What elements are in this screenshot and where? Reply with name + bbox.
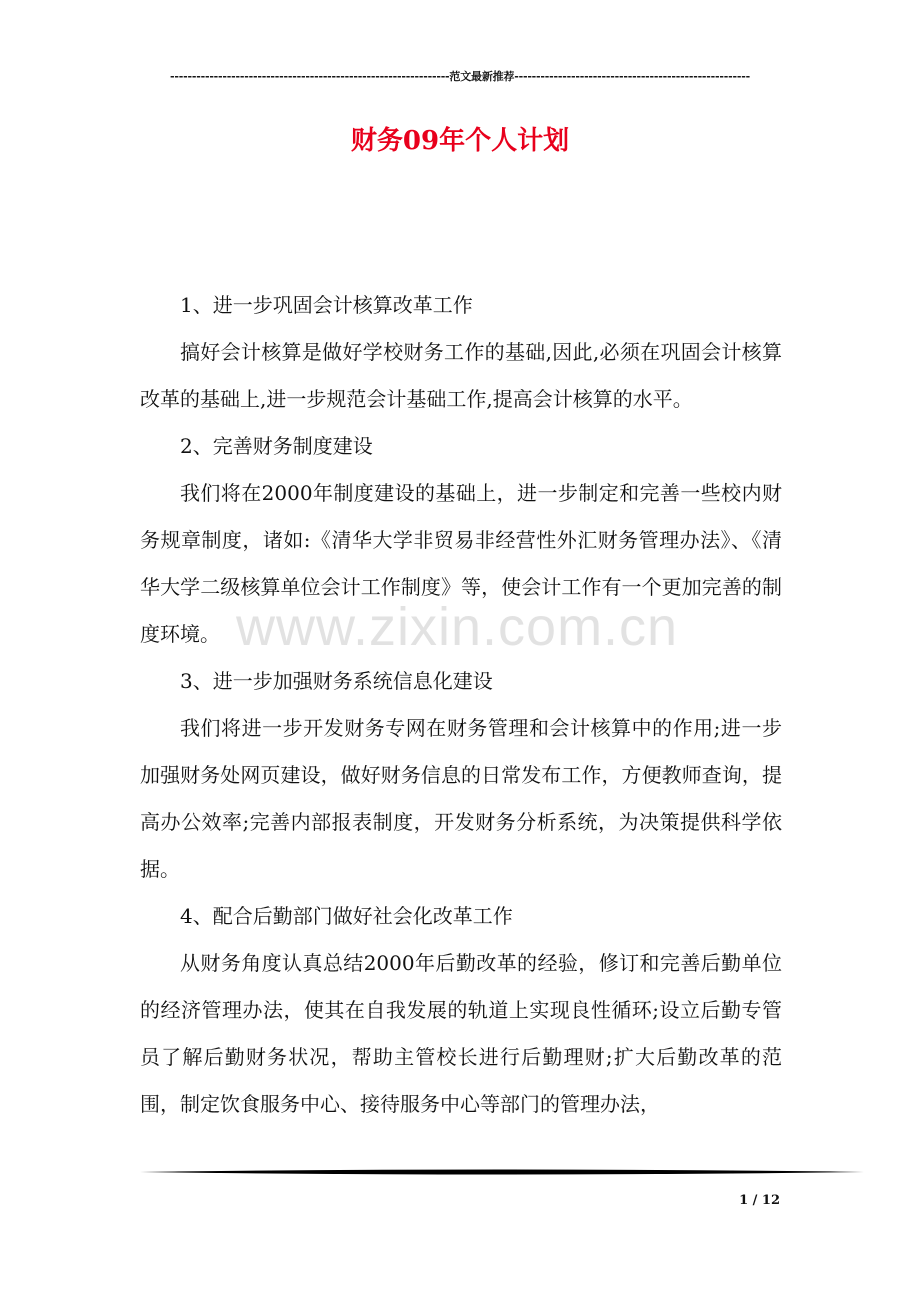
paragraph-heading-2: 2、完善财务制度建设 bbox=[180, 434, 373, 458]
header-line: ----------------------------------------------------------------范文最新推荐------------------------------------------------------ bbox=[170, 70, 750, 83]
document-body bbox=[140, 282, 782, 1128]
paragraph-heading-3: 3、进一步加强财务系统信息化建设 bbox=[180, 669, 493, 693]
paragraph: 我们将进一步开发财务专网在财务管理和会计核算中的作用;进一步加强财务处网页建设，做好财务信息的日常发布工作，方便教师查询，提高办公效率;完善内部报表制度，开发财务分析系统，为决策提供科学依据。 bbox=[140, 716, 782, 881]
paragraph: 我们将在2000年制度建设的基础上，进一步制定和完善一些校内财务规章制度，诸如:《清华大学非贸易非经营性外汇财务管理办法》、《清华大学二级核算单位会计工作制度》等，使会计工作有一个更加完善的制度环境。 bbox=[140, 481, 782, 646]
footer-divider bbox=[140, 1168, 864, 1176]
paragraph-heading-4: 4、配合后勤部门做好社会化改革工作 bbox=[180, 904, 513, 928]
paragraph: 从财务角度认真总结2000年后勤改革的经验，修订和完善后勤单位的经济管理办法，使其在自我发展的轨道上实现良性循环;设立后勤专管员了解后勤财务状况，帮助主管校长进行后勤理财;扩大后勤改革的范围，制定饮食服务中心、接待服务中心等部门的管理办法， bbox=[140, 951, 782, 1116]
page-number: 1 / 12 bbox=[739, 1193, 780, 1208]
page-title: 财务09年个人计划 bbox=[350, 126, 570, 156]
paragraph-heading-1: 1、进一步巩固会计核算改革工作 bbox=[180, 293, 473, 317]
paragraph: 搞好会计核算是做好学校财务工作的基础,因此,必须在巩固会计核算改革的基础上,进一步规范会计基础工作,提高会计核算的水平。 bbox=[140, 340, 782, 411]
watermark: www.zixin.com.cn bbox=[236, 597, 679, 657]
